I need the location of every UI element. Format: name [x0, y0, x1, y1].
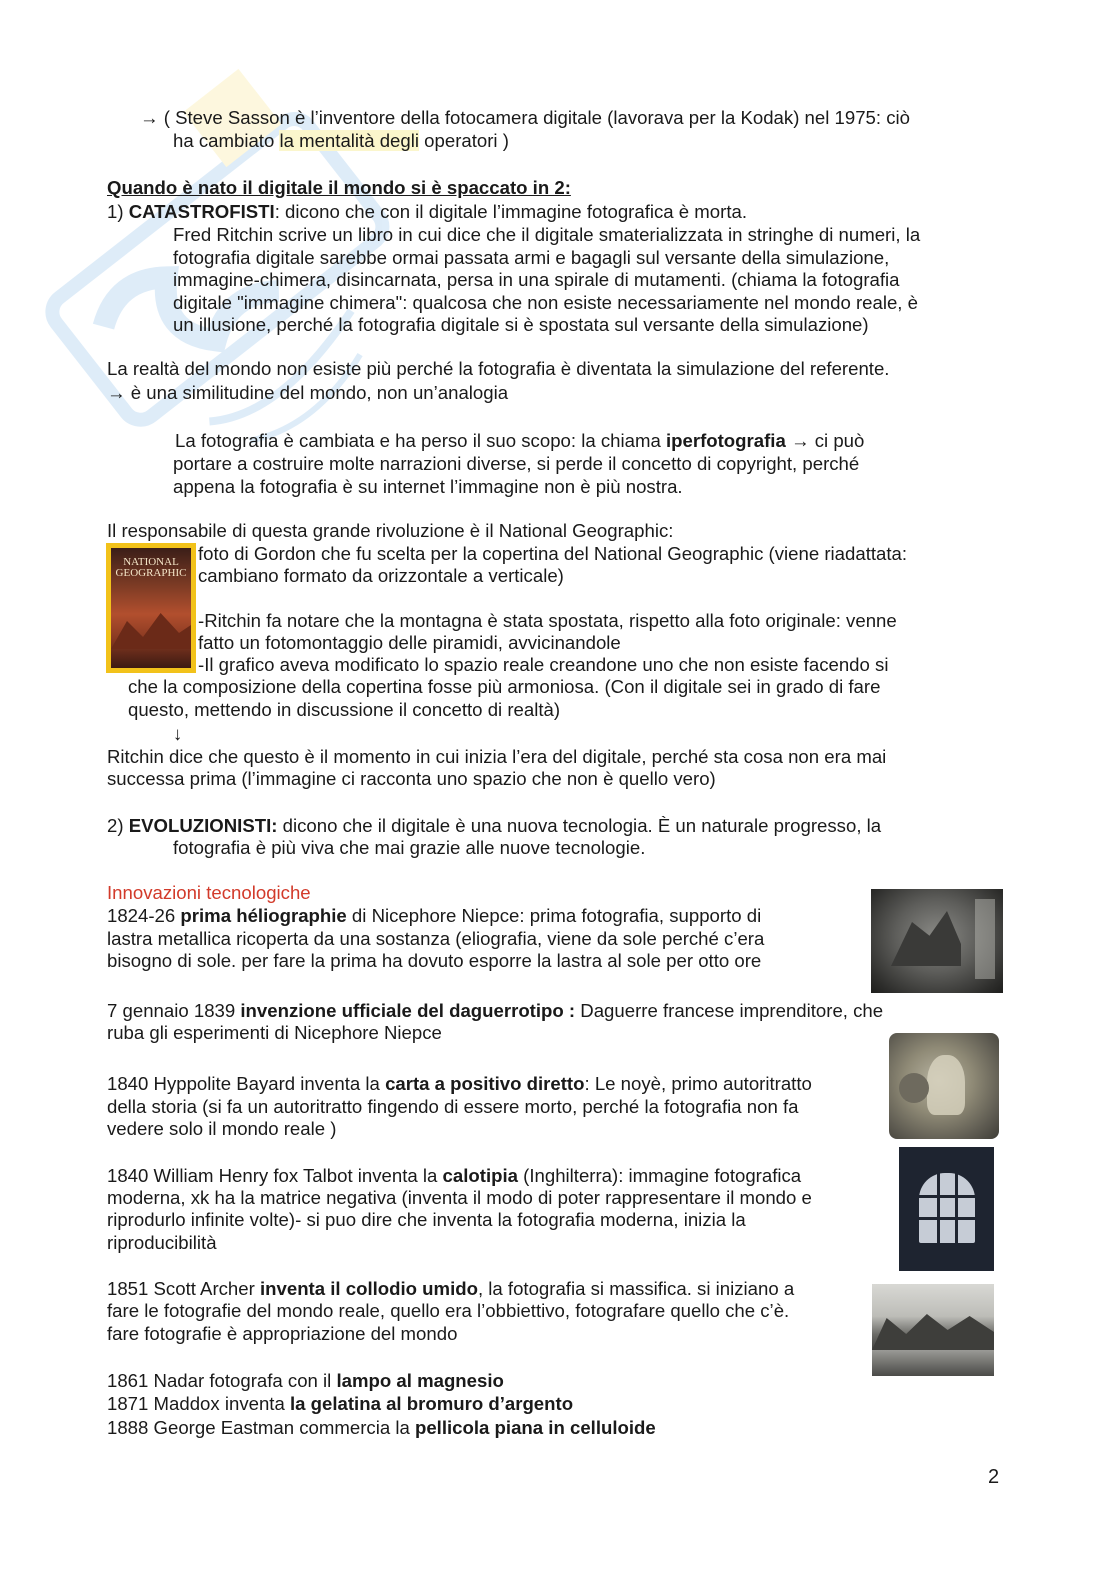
heliographie-line-3: bisogno di sole. per fare la prima ha dovuto esporre la lastra al sole per otto ore [107, 950, 762, 971]
daguerre-line-1 [107, 1000, 1007, 1023]
innovazioni-heading: Innovazioni tecnologiche [107, 882, 311, 903]
eastman-line [107, 1417, 1007, 1440]
archer-line-3: fare fotografie è appropriazione del mondo [107, 1323, 458, 1344]
digital-split-heading: Quando è nato il digitale il mondo si è spaccato in 2: [107, 177, 571, 198]
iperfoto-term: iperfotografia [665, 430, 786, 451]
ritchin-para-1: Fred Ritchin scrive un libro in cui dice che il digitale smaterializzata in stringhe di numeri, la [173, 224, 921, 245]
ritchin-conclusion-2: successa prima (l’immagine ci racconta uno spazio che non è quello vero) [107, 768, 716, 789]
natgeo-line-5: -Il grafico aveva modificato lo spazio reale creandone uno che non esiste facendo si [198, 654, 889, 675]
ritchin-conclusion-1: Ritchin dice che questo è il momento in cui inizia l’era del digitale, perché sta cosa non era mai [107, 746, 887, 767]
heliographie-date: 1824-26 [107, 905, 181, 926]
ritchin-para-4: digitale "immagine chimera": qualcosa che non esiste necessariamente nel mondo reale, è [173, 292, 918, 313]
heliographie-line-2: lastra metallica ricoperta da una sostanza (eliografia, viene da sole perché c’era [107, 928, 765, 949]
archer-date: 1851 Scott Archer [107, 1278, 260, 1299]
iperfoto-text: La fotografia è cambiata e ha perso il suo scopo: la chiama [175, 430, 666, 451]
sasson-line-2 [173, 130, 1073, 153]
catastrofisti-definition: : dicono che con il digitale l’immagine fotografica è morta. [274, 201, 748, 222]
catastrofisti-line [107, 201, 1007, 224]
catastrofisti-term: CATASTROFISTI [128, 201, 275, 222]
archer-term: inventa il collodio umido [259, 1278, 478, 1299]
natgeo-line-6: che la composizione della copertina fosse più armoniosa. (Con il digitale sei in grado di fare [128, 676, 881, 697]
sasson-line-2-end: operatori ) [419, 130, 509, 151]
evoluzionisti-line-1 [107, 815, 1007, 838]
reality-line-2: → è una similitudine del mondo, non un’analogia [107, 382, 509, 403]
daguerre-term: invenzione ufficiale del daguerrotipo : [240, 1000, 576, 1021]
natgeo-line-3: -Ritchin fa notare che la montagna è stata spostata, rispetto alla foto originale: venne [198, 610, 897, 631]
bayard-line-1 [107, 1073, 1007, 1096]
talbot-line-4: riproducibilità [107, 1232, 217, 1253]
eastman-text: 1888 George Eastman commercia la [107, 1417, 415, 1438]
daguerre-text: Daguerre francese imprenditore, che [575, 1000, 884, 1021]
evoluzionisti-term: EVOLUZIONISTI: [128, 815, 278, 836]
natgeo-line-2: cambiano formato da orizzontale a verticale) [198, 565, 564, 586]
talbot-line-1 [107, 1165, 1007, 1188]
nadar-term: lampo al magnesio [336, 1370, 504, 1391]
iperfoto-line-3: appena la fotografia è su internet l’immagine non è più nostra. [173, 476, 683, 497]
bayard-term: carta a positivo diretto [385, 1073, 585, 1094]
ritchin-para-2: fotografia digitale sarebbe ormai passata armi e bagagli sul versante della simulazione, [173, 247, 890, 268]
eastman-term: pellicola piana in celluloide [414, 1417, 656, 1438]
talbot-term: calotipia [442, 1165, 518, 1186]
down-arrow: ↓ [173, 723, 183, 744]
cover-title: NATIONAL GEOGRAPHIC [115, 556, 187, 579]
talbot-line-2: moderna, xk ha la matrice negativa (inventa il modo di poter rappresentare il mondo e [107, 1187, 812, 1208]
maddox-line [107, 1393, 1007, 1416]
heliographie-text: di Nicephore Niepce: prima fotografia, supporto di [346, 905, 762, 926]
catastrofisti-number: 1) [107, 201, 129, 222]
sasson-highlight: la mentalità degli [279, 130, 420, 151]
iperfoto-line-2: portare a costruire molte narrazioni diverse, si perde il concetto di copyright, perché [173, 453, 860, 474]
daguerre-date: 7 gennaio 1839 [107, 1000, 241, 1021]
archer-text: , la fotografia si massifica. si iniziano a [477, 1278, 795, 1299]
natgeo-line-4: fatto un fotomontaggio delle piramidi, avvicinandole [198, 632, 621, 653]
natgeo-intro: Il responsabile di questa grande rivoluzione è il National Geographic: [107, 520, 674, 541]
evoluzionisti-definition: dicono che il digitale è una nuova tecnologia. È un naturale progresso, la [277, 815, 882, 836]
talbot-window-photo [899, 1147, 994, 1271]
sasson-line-2-start: ha cambiato [173, 130, 280, 151]
bayard-line-2: della storia (si fa un autoritratto fingendo di essere morto, perché la fotografia non fa [107, 1096, 799, 1117]
evoluzionisti-line-2: fotografia è più viva che mai grazie alle nuove tecnologie. [173, 837, 646, 858]
evoluzionisti-number: 2) [107, 815, 129, 836]
maddox-text: 1871 Maddox inventa [107, 1393, 290, 1414]
bayard-text: : Le noyè, primo autoritratto [584, 1073, 812, 1094]
archer-line-2: fare le fotografie del mondo reale, quello era l’obbiettivo, fotografare quello che c’è. [107, 1300, 790, 1321]
natgeo-line-7: questo, mettendo in discussione il concetto di realtà) [128, 699, 561, 720]
nadar-text: 1861 Nadar fotografa con il [107, 1370, 337, 1391]
ritchin-para-5: un illusione, perché la fotografia digitale si è spostata sul versante della simulazione) [173, 314, 869, 335]
talbot-line-3: riprodurlo infinite volte)- si puo dire che inventa la fotografia moderna, inizia la [107, 1209, 746, 1230]
nadar-line [107, 1370, 1007, 1393]
daguerre-line-2: ruba gli esperimenti di Nicephore Niepce [107, 1022, 442, 1043]
bayard-line-3: vedere solo il mondo reale ) [107, 1118, 337, 1139]
talbot-text: (Inghilterra): immagine fotografica [517, 1165, 802, 1186]
archer-landscape-photo [872, 1284, 994, 1376]
page-number: 2 [988, 1466, 1000, 1488]
talbot-date: 1840 William Henry fox Talbot inventa la [107, 1165, 443, 1186]
heliographie-photo [871, 889, 1003, 993]
bayard-date: 1840 Hyppolite Bayard inventa la [107, 1073, 386, 1094]
iperfoto-line-1 [175, 430, 1075, 453]
national-geographic-cover-image [106, 543, 196, 673]
maddox-term: la gelatina al bromuro d’argento [289, 1393, 574, 1414]
bayard-self-portrait-photo [889, 1033, 999, 1139]
natgeo-line-1: foto di Gordon che fu scelta per la copertina del National Geographic (viene riadattata: [198, 543, 908, 564]
heliographie-term: prima héliographie [180, 905, 347, 926]
sasson-line-1: → ( Steve Sasson è l’inventore della fotocamera digitale (lavorava per la Kodak) nel 1975: ciò [140, 107, 910, 128]
ritchin-para-3: immagine-chimera, disincarnata, persa in una spirale di mutamenti. (chiama la fotografia [173, 269, 900, 290]
iperfoto-text-end: → ci può [785, 430, 865, 451]
reality-line-1: La realtà del mondo non esiste più perché la fotografia è diventata la simulazione del referente. [107, 358, 890, 379]
